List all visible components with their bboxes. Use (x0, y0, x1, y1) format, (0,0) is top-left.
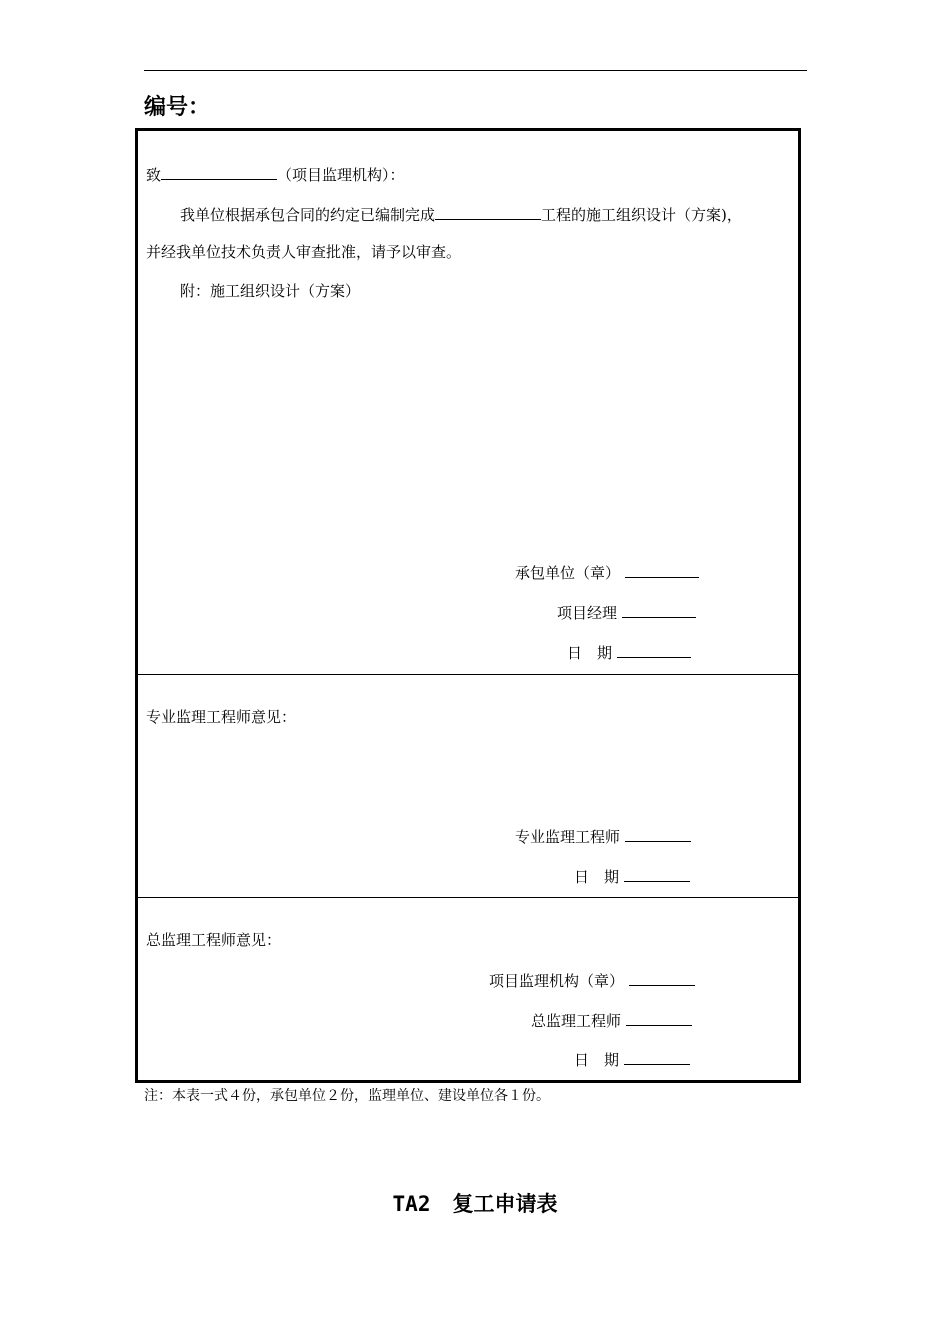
addressee-suffix: （项目监理机构）： (277, 166, 405, 184)
next-form-title (0, 1188, 950, 1218)
body-line-1 (180, 204, 742, 224)
chief-opinion-label: 总监理工程师意见： (146, 931, 282, 949)
chief-sign-label: 总监理工程师 (531, 1012, 622, 1030)
next-form-name: 复工申请表 (452, 1192, 558, 1216)
section-divider-1 (138, 674, 798, 675)
next-form-code: TA2 (392, 1192, 431, 1216)
chief-date-blank[interactable] (624, 1049, 690, 1065)
engineer-sign-line (515, 826, 691, 846)
serial-number-label: 编号： (144, 95, 211, 120)
application-form (135, 128, 801, 1083)
project-manager-blank[interactable] (622, 602, 696, 618)
engineer-date-line (574, 866, 690, 886)
contractor-seal-blank[interactable] (625, 562, 699, 578)
project-manager-label: 项目经理 (557, 604, 618, 622)
contractor-date-label: 日 期 (567, 644, 613, 662)
body-text-b: 工程的施工组织设计（方案)， (541, 206, 742, 224)
addressee-line (146, 164, 405, 184)
engineer-date-label: 日 期 (574, 868, 620, 886)
engineer-date-blank[interactable] (624, 866, 690, 882)
chief-date-label: 日 期 (574, 1051, 620, 1069)
contractor-seal-label: 承包单位（章） (515, 564, 621, 582)
body-line-2: 并经我单位技术负责人审查批准，请予以审查。 (146, 243, 462, 261)
supervision-org-label: 项目监理机构（章） (489, 972, 625, 990)
attachment-line: 附：施工组织设计（方案） (180, 282, 361, 300)
contractor-date-blank[interactable] (617, 642, 691, 658)
copies-note: 注：本表一式４份，承包单位２份，监理单位、建设单位各１份。 (144, 1088, 550, 1104)
top-rule (144, 70, 807, 71)
contractor-date-line (567, 642, 691, 662)
project-name-blank[interactable] (435, 204, 541, 220)
supervision-org-blank[interactable] (629, 970, 695, 986)
chief-sign-line (531, 1010, 692, 1030)
chief-sign-blank[interactable] (626, 1010, 692, 1026)
addressee-prefix: 致 (146, 166, 162, 184)
engineer-sign-label: 专业监理工程师 (515, 828, 621, 846)
supervision-org-line (489, 970, 695, 990)
contractor-seal-line (515, 562, 699, 582)
engineer-opinion-label: 专业监理工程师意见： (146, 708, 297, 726)
project-manager-line (557, 602, 696, 622)
addressee-blank[interactable] (161, 164, 277, 180)
body-text-a: 我单位根据承包合同的约定已编制完成 (180, 206, 436, 224)
section-divider-2 (138, 897, 798, 898)
engineer-sign-blank[interactable] (625, 826, 691, 842)
chief-date-line (574, 1049, 690, 1069)
